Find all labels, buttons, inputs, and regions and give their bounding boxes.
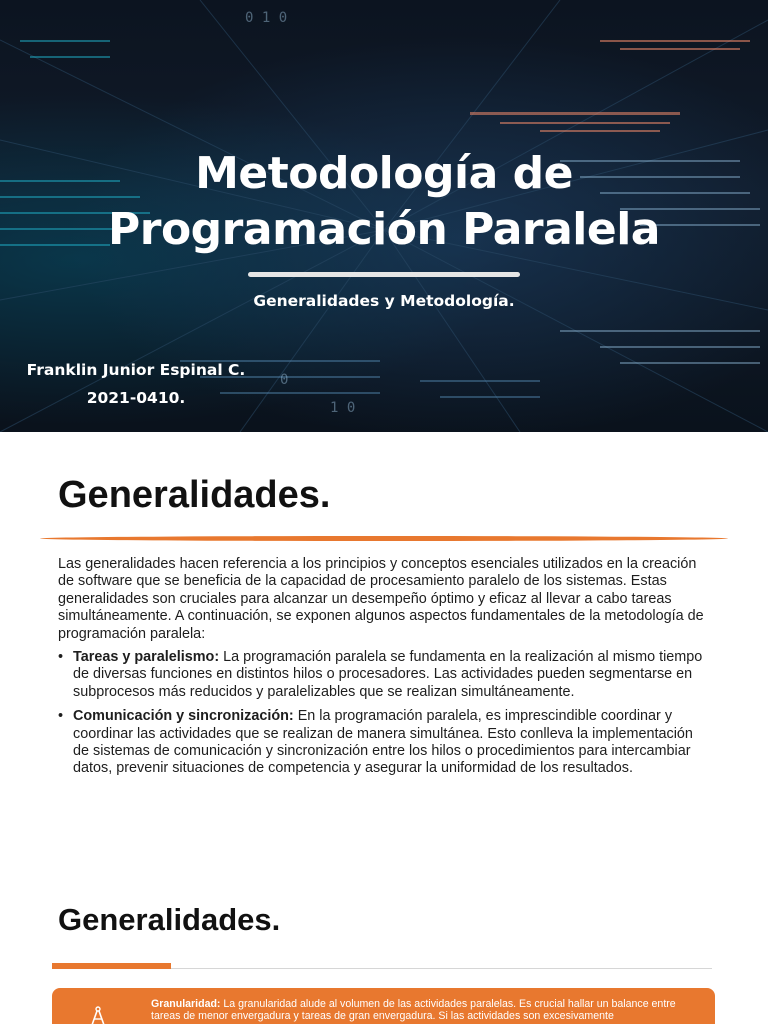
card-text <box>151 998 707 1023</box>
list-item-term: Comunicación y sincronización: <box>73 708 294 725</box>
hero-divider <box>248 272 520 277</box>
bullet-icon: • <box>58 649 64 666</box>
granularity-card <box>52 988 715 1024</box>
svg-text:1 0: 1 0 <box>330 400 356 416</box>
list-item-text: En la programación paralela, es imprescindible coordinar y coordinar las actividades que se realizan de manera simultánea. Esto conlleva la implementación de sistemas de comunicación y sincronización entre los hilos o procedimientos para intercambiar datos, prevenir situaciones de competencia y asegurar la uniformidad de los resultados. <box>73 708 693 777</box>
hero-subtitle: Generalidades y Metodología. <box>253 292 515 310</box>
author-name: Franklin Junior Espinal C. <box>26 361 246 379</box>
section-2-title: Generalidades. <box>58 902 281 937</box>
list-item-term: Tareas y paralelismo: <box>73 649 220 666</box>
section-1-body <box>58 556 708 785</box>
svg-text:0 1 0: 0 1 0 <box>245 10 288 26</box>
list-item <box>58 649 708 701</box>
hero-title-line-2: Programación Paralela <box>108 204 660 255</box>
section-2-divider <box>171 968 712 969</box>
compass-icon <box>90 1006 106 1024</box>
section-1-list <box>58 649 708 778</box>
list-item-text: La programación paralela se fundamenta en la realización al mismo tiempo de diversas funciones en distintos hilos o procesadores. Las actividades pueden segmentarse en subprocesos más reducidos y paralelizables que se realizan simultáneamente. <box>73 649 703 700</box>
hero-title <box>0 146 768 258</box>
list-item <box>58 708 708 778</box>
card-description: La granularidad alude al volumen de las actividades paralelas. Es crucial hallar un balance entre tareas de menor envergadura y tareas de gran envergadura. Si las actividades son excesivamente <box>151 998 676 1023</box>
author-block <box>26 356 246 412</box>
svg-text:0: 0 <box>280 372 289 388</box>
hero-title-line-1: Metodología de <box>195 148 573 199</box>
card-term: Granularidad: <box>151 998 221 1010</box>
section-1-divider <box>40 536 728 541</box>
section-2-divider-accent <box>52 963 171 969</box>
author-id: 2021-0410. <box>86 389 186 407</box>
bullet-icon: • <box>58 708 64 725</box>
section-1-intro: Las generalidades hacen referencia a los principios y conceptos esenciales utilizados en la creación de software que se beneficia de la capacidad de procesamiento paralelo de los sistemas. Estas generalidades son cruciales para alcanzar un desempeño óptimo y eficaz al llevar a cabo tareas simultáneamente. A continuación, se exponen algunos aspectos fundamentales de la metodología de programación paralela: <box>58 556 704 642</box>
hero-banner <box>0 0 768 432</box>
section-1-title: Generalidades. <box>58 474 331 516</box>
